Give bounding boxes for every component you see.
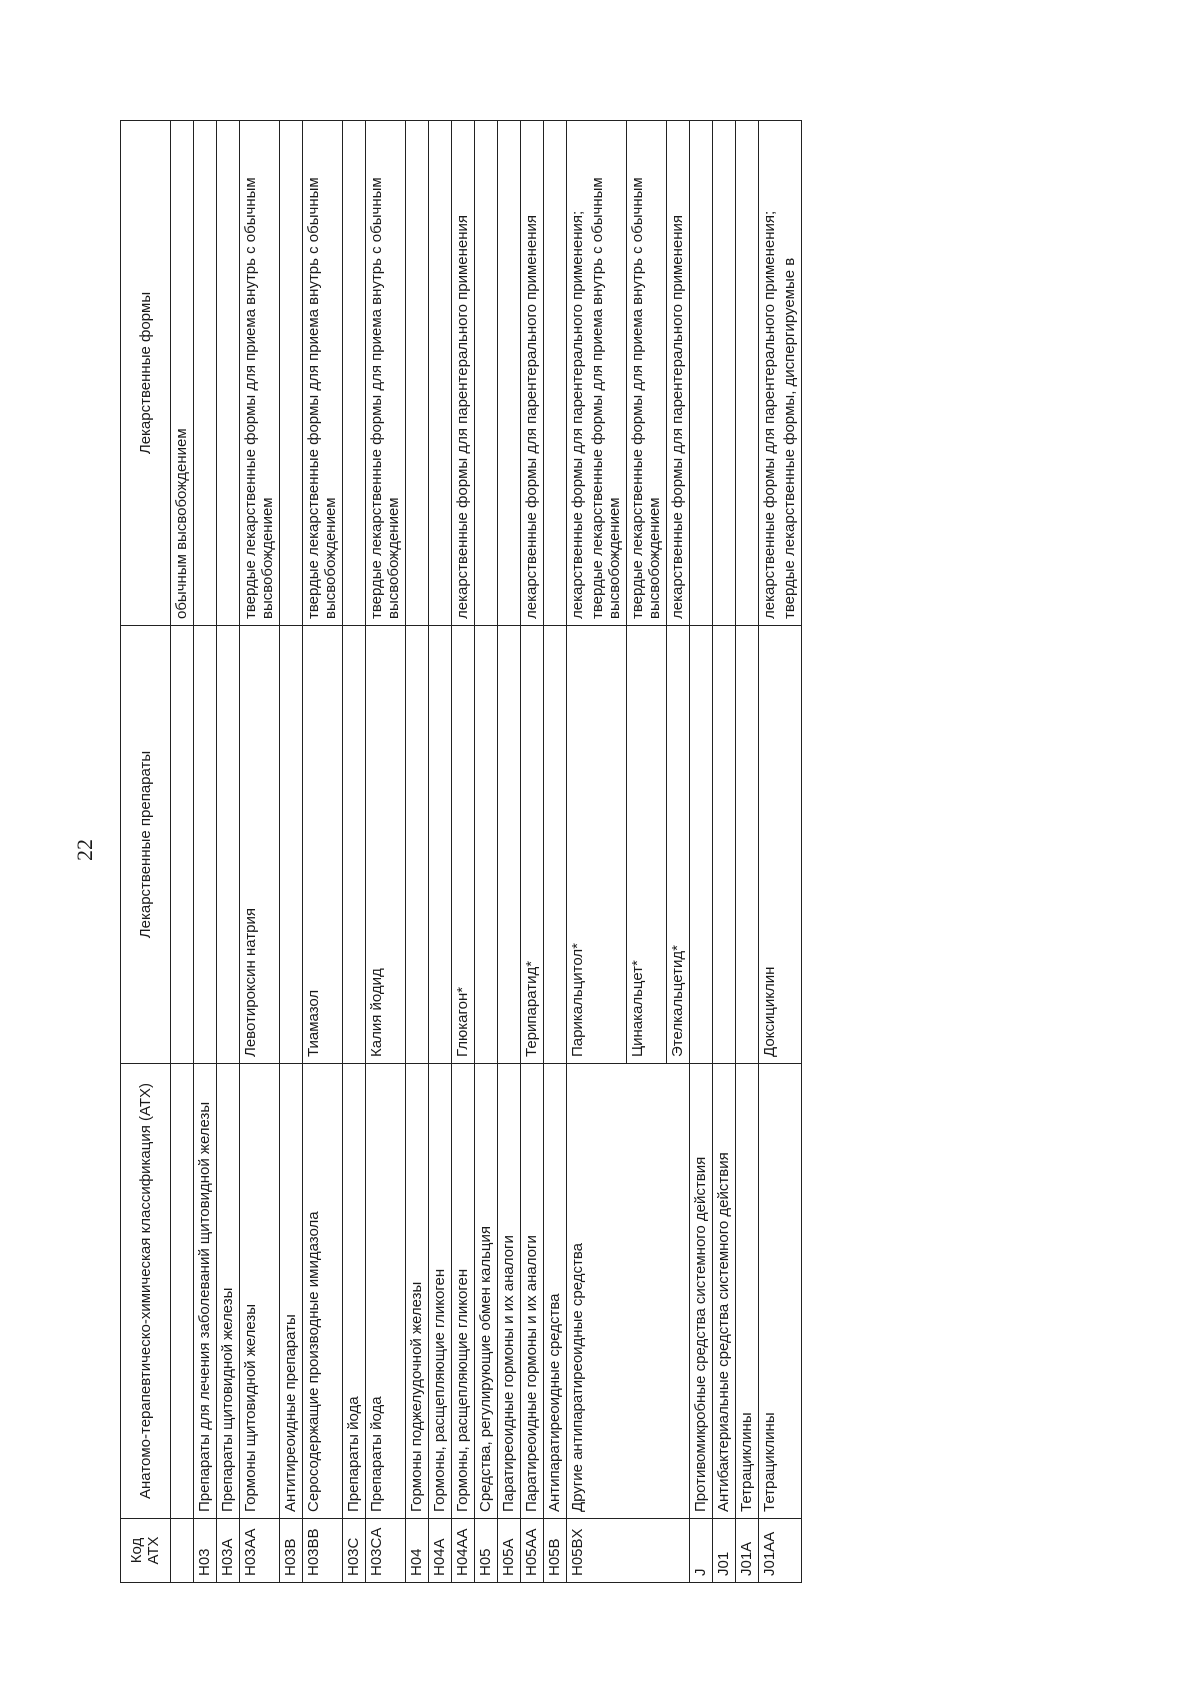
cell-form: лекарственные формы для парентерального применения [667, 121, 690, 626]
cell-classification: Серосодержащие производные имидазола [303, 1064, 343, 1519]
cell-classification: Препараты йода [343, 1064, 366, 1519]
header-drugs: Лекарственные препараты [121, 626, 171, 1064]
cell-code: H03CA [366, 1519, 406, 1583]
cell-code: H03A [217, 1519, 240, 1583]
cell-classification: Другие антипаратиреоидные средства [567, 1064, 690, 1519]
table-row [343, 121, 366, 1583]
cell-drug [690, 626, 713, 1064]
table-row [240, 121, 280, 1583]
cell-form [194, 121, 217, 626]
cell-drug [217, 626, 240, 1064]
cell-classification: Гормоны щитовидной железы [240, 1064, 280, 1519]
cell-form [343, 121, 366, 626]
table-row [429, 121, 452, 1583]
table-row [759, 121, 802, 1583]
cell-classification: Антитиреоидные препараты [280, 1064, 303, 1519]
cell-code: H04 [406, 1519, 429, 1583]
cell-drug [194, 626, 217, 1064]
cell-drug [280, 626, 303, 1064]
cell-classification: Средства, регулирующие обмен кальция [475, 1064, 498, 1519]
cell-code: J [690, 1519, 713, 1583]
cell-form [736, 121, 759, 626]
cell-form [713, 121, 736, 626]
table-row [406, 121, 429, 1583]
cell-code: H05B [544, 1519, 567, 1583]
cell-classification: Препараты для лечения заболеваний щитовидной железы [194, 1064, 217, 1519]
cell-code: H05AA [521, 1519, 544, 1583]
cell-drug [171, 626, 194, 1064]
cell-drug: Доксициклин [759, 626, 802, 1064]
cell-code: H04AA [452, 1519, 475, 1583]
table-row [736, 121, 759, 1583]
table-header-row [121, 121, 171, 1583]
cell-code: H05BX [567, 1519, 690, 1583]
cell-form [544, 121, 567, 626]
table-row [217, 121, 240, 1583]
cell-classification: Антибактериальные средства системного действия [713, 1064, 736, 1519]
form-line: лекарственные формы для парентерального применения; [761, 210, 778, 619]
cell-code: H03 [194, 1519, 217, 1583]
cell-classification: Препараты йода [366, 1064, 406, 1519]
cell-form [406, 121, 429, 626]
atc-drug-table [120, 120, 802, 1583]
table-row [171, 121, 194, 1583]
cell-drug: Цинакальцет* [627, 626, 667, 1064]
table-row [690, 121, 713, 1583]
cell-form [498, 121, 521, 626]
cell-classification: Антипаратиреоидные средства [544, 1064, 567, 1519]
cell-form [280, 121, 303, 626]
cell-drug [406, 626, 429, 1064]
cell-code: H05 [475, 1519, 498, 1583]
cell-classification [171, 1064, 194, 1519]
cell-drug: Парикальцитол* [567, 626, 627, 1064]
page-number: 22 [72, 839, 97, 861]
cell-form: твердые лекарственные формы для приема внутрь с обычным высвобождением [366, 121, 406, 626]
cell-form [475, 121, 498, 626]
cell-classification: Гормоны поджелудочной железы [406, 1064, 429, 1519]
header-code: Код АТХ [121, 1519, 171, 1583]
table-row [521, 121, 544, 1583]
form-line: лекарственные формы для парентерального применения; [569, 210, 586, 619]
cell-classification: Гормоны, расщепляющие гликоген [429, 1064, 452, 1519]
cell-drug: Левотироксин натрия [240, 626, 280, 1064]
cell-drug [544, 626, 567, 1064]
cell-classification: Тетрациклины [759, 1064, 802, 1519]
header-forms: Лекарственные формы [121, 121, 171, 626]
cell-code: H03B [280, 1519, 303, 1583]
cell-drug [429, 626, 452, 1064]
cell-code: J01AA [759, 1519, 802, 1583]
cell-code [171, 1519, 194, 1583]
cell-code: J01 [713, 1519, 736, 1583]
header-classification: Анатомо-терапевтическо-химическая классификация (АТХ) [121, 1064, 171, 1519]
cell-form: лекарственные формы для парентерального применения [521, 121, 544, 626]
cell-drug [736, 626, 759, 1064]
cell-drug: Этелкальцетид* [667, 626, 690, 1064]
table-row [452, 121, 475, 1583]
cell-drug: Терипаратид* [521, 626, 544, 1064]
cell-classification: Тетрациклины [736, 1064, 759, 1519]
table-row [544, 121, 567, 1583]
cell-classification: Паратиреоидные гормоны и их аналоги [521, 1064, 544, 1519]
cell-drug: Глюкагон* [452, 626, 475, 1064]
cell-classification: Гормоны, расщепляющие гликоген [452, 1064, 475, 1519]
cell-drug: Тиамазол [303, 626, 343, 1064]
cell-classification: Препараты щитовидной железы [217, 1064, 240, 1519]
cell-code: H04A [429, 1519, 452, 1583]
cell-form: твердые лекарственные формы для приема внутрь с обычным высвобождением [627, 121, 667, 626]
cell-drug [343, 626, 366, 1064]
table-row [194, 121, 217, 1583]
cell-code: H03C [343, 1519, 366, 1583]
table-row [567, 121, 627, 1583]
cell-drug [498, 626, 521, 1064]
cell-form: твердые лекарственные формы для приема внутрь с обычным высвобождением [303, 121, 343, 626]
table-row [280, 121, 303, 1583]
cell-form [567, 121, 627, 626]
form-line: твердые лекарственные формы для приема внутрь с обычным высвобождением [589, 177, 623, 619]
cell-code: H03BB [303, 1519, 343, 1583]
cell-form: лекарственные формы для парентерального применения [452, 121, 475, 626]
cell-code: J01A [736, 1519, 759, 1583]
cell-drug: Калия йодид [366, 626, 406, 1064]
table-row [498, 121, 521, 1583]
cell-drug [713, 626, 736, 1064]
rotated-table-container [120, 121, 1055, 1583]
cell-drug [475, 626, 498, 1064]
cell-form [429, 121, 452, 626]
table-row [475, 121, 498, 1583]
cell-classification: Паратиреоидные гормоны и их аналоги [498, 1064, 521, 1519]
form-line: твердые лекарственные формы, диспергируемые в [781, 257, 798, 619]
cell-form [759, 121, 802, 626]
cell-code: H05A [498, 1519, 521, 1583]
table-row [303, 121, 343, 1583]
cell-form [690, 121, 713, 626]
cell-form [217, 121, 240, 626]
cell-form: обычным высвобождением [171, 121, 194, 626]
cell-code: H03AA [240, 1519, 280, 1583]
cell-classification: Противомикробные средства системного действия [690, 1064, 713, 1519]
table-row [366, 121, 406, 1583]
cell-form: твердые лекарственные формы для приема внутрь с обычным высвобождением [240, 121, 280, 626]
table-row [713, 121, 736, 1583]
